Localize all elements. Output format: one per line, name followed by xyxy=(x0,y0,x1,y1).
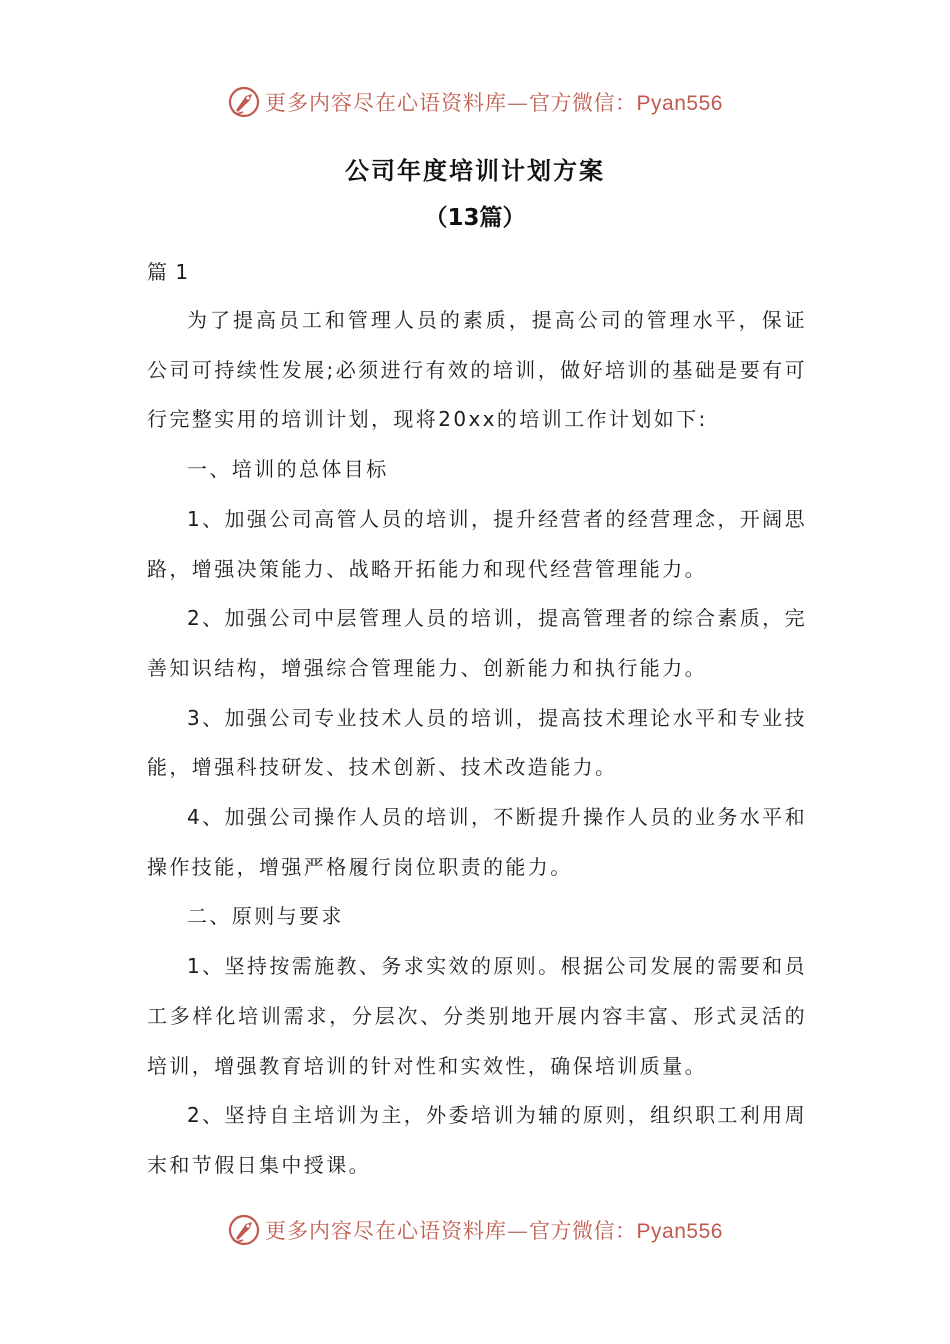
banner-separator: — xyxy=(507,1219,530,1243)
banner-separator: — xyxy=(507,91,530,115)
banner-contact: 官方微信：Pyan556 xyxy=(529,1220,723,1243)
document-subtitle: （13篇） xyxy=(424,205,526,231)
paragraph-principle-2: 2、坚持自主培训为主，外委培训为辅的原则，组织职工利用周末和节假日集中授课。 xyxy=(147,1103,807,1177)
pen-nib-logo-icon xyxy=(227,85,261,119)
banner-contact: 官方微信：Pyan556 xyxy=(529,92,723,115)
footer-banner xyxy=(0,1210,950,1250)
document-body xyxy=(147,296,807,1191)
heading-goals: 一、培训的总体目标 xyxy=(187,457,389,482)
banner-brand: 更多内容尽在心语资料库 xyxy=(265,91,508,115)
paragraph-goal-2: 2、加强公司中层管理人员的培训，提高管理者的综合素质，完善知识结构，增强综合管理能力、创新能力和执行能力。 xyxy=(147,606,807,680)
banner-text xyxy=(265,1215,723,1245)
banner-brand: 更多内容尽在心语资料库 xyxy=(265,1219,508,1243)
banner-text xyxy=(265,87,723,117)
paragraph-principle-1: 1、坚持按需施教、务求实效的原则。根据公司发展的需要和员工多样化培训需求，分层次、分类别地开展内容丰富、形式灵活的培训，增强教育培训的针对性和实效性，确保培训质量。 xyxy=(147,954,807,1078)
heading-principles: 二、原则与要求 xyxy=(187,904,344,929)
header-banner xyxy=(0,82,950,122)
paragraph-intro: 为了提高员工和管理人员的素质，提高公司的管理水平，保证公司可持续性发展;必须进行有效的培训，做好培训的基础是要有可行完整实用的培训计划，现将20xx的培训工作计划如下: xyxy=(147,308,807,432)
paragraph-goal-3: 3、加强公司专业技术人员的培训，提高技术理论水平和专业技能，增强科技研发、技术创新、技术改造能力。 xyxy=(147,705,807,780)
paragraph-goal-4: 4、加强公司操作人员的培训，不断提升操作人员的业务水平和操作技能，增强严格履行岗位职责的能力。 xyxy=(147,805,807,879)
paragraph-goal-1: 1、加强公司高管人员的培训，提升经营者的经营理念，开阔思路，增强决策能力、战略开拓能力和现代经营管理能力。 xyxy=(147,506,807,581)
pen-nib-logo-icon xyxy=(227,1213,261,1247)
document-title: 公司年度培训计划方案 xyxy=(345,157,605,185)
section-label: 篇 1 xyxy=(147,260,190,284)
